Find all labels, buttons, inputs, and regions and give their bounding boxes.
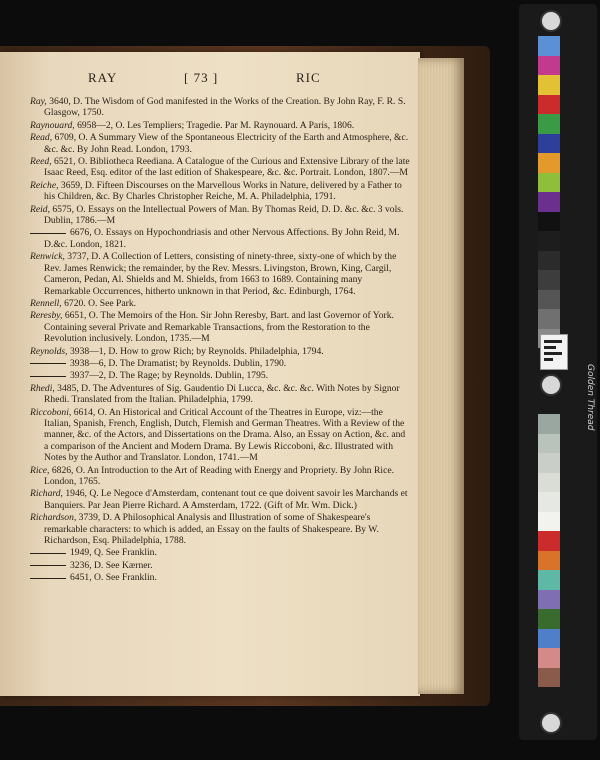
catalogue-entry — [30, 298, 410, 309]
catalogue-entry — [30, 251, 410, 297]
catalogue-entry — [30, 156, 410, 179]
running-head — [0, 70, 420, 88]
entry-text: 6451, O. See Franklin. — [70, 572, 157, 584]
running-head-left: RAY — [88, 70, 118, 85]
catalogue-entry — [30, 547, 410, 558]
entry-text: 6720. O. See Park. — [61, 297, 137, 309]
entry-text: 3737, D. A Collection of Letters, consisting of ninety-three, sixty-one of which by the Rev. James Renwick; the remainder, by the Rev. Messrs. Livingston, Brown, King, Cargil, Cameron, Pedan, Al. Shields and M. Shields, from 1663 to 1689. Containing many Remarkable Occurrences, hitherto unknown in that Period, &c. Edinburgh, 1764. — [44, 251, 397, 297]
entry-author: Richardson, — [30, 512, 77, 524]
entry-text: 6709, O. A Summary View of the Spontaneous Electricity of the Earth and Atmosphere, &c. &c. &c. By John Read. London, 1793. — [44, 132, 409, 155]
entry-author: Reynolds, — [30, 345, 68, 357]
entry-author: Ray, — [30, 96, 47, 107]
entry-author: Rennell, — [30, 297, 62, 309]
entry-author: Rhedi, — [30, 382, 55, 394]
target-logo — [540, 334, 568, 370]
entry-text: 6651, O. The Memoirs of the Hon. Sir John Reresby, Bart. and last Governor of York. Containing several Private and Remarkable Transactions, from the Restoration to the Revolution inclusively. London, 1735.—M — [44, 310, 394, 345]
entry-text: 1946, Q. Le Negoce d'Amsterdam, contenant tout ce que doivent savoir les Marchands et Banquiers. Par Jean Pierre Richard. A Amsterdam, 1722. (Gift of Mr. Wm. Dick.) — [44, 488, 408, 511]
color-swatch — [538, 570, 560, 590]
color-swatch — [538, 270, 560, 290]
entry-text: 6521, O. Bibliotheca Reediana. A Catalogue of the Curious and Extensive Library of the late Isaac Reed, Esq. editor of the last edition of Shakespeare, &c. &c. Portrait. London, 1807.—M — [44, 156, 410, 179]
catalogue-entry — [30, 132, 410, 155]
color-swatch — [538, 192, 560, 212]
catalogue-entries — [30, 96, 410, 585]
catalogue-entry — [30, 180, 410, 203]
color-swatch — [538, 414, 560, 434]
entry-author: Reid, — [30, 203, 50, 215]
entry-text: 3236, D. See Kærner. — [70, 559, 153, 571]
color-swatch — [538, 134, 560, 154]
swatch-column-top — [538, 36, 560, 348]
entry-author: Richard, — [30, 488, 63, 500]
color-swatch — [538, 75, 560, 95]
color-swatch — [538, 114, 560, 134]
color-swatch — [538, 173, 560, 193]
entry-text: 3485, D. The Adventures of Sig. Gaudentio Di Lucca, &c. &c. &c. With Notes by Signor Rhedi. Translated from the Italian. Philadelphia, 1799. — [44, 382, 400, 406]
page-number: [ 73 ] — [184, 70, 219, 85]
entry-text: 3739, D. A Philosophical Analysis and Illustration of some of Shakespeare's remarkable characters: to which is added, an Essay on the faults of Shakespeare. By W. Richardson, Esq. Philadelphia, 1788. — [44, 512, 379, 547]
color-swatch — [538, 512, 560, 532]
color-swatch — [538, 473, 560, 493]
catalogue-entry — [30, 383, 410, 406]
entry-text: 6614, O. An Historical and Critical Account of the Theatres in Europe, viz:—the Italian, Spanish, French, English, Dutch, Flemish and German Theatres. With a Review of the manner, &c. of the Actors, and Dissertations on the Drama. Also, an Essay on Action, &c. and a comparison of the Ancient and Modern Drama. By Lewis Riccoboni, &c. Illustrated with Notes by the Author and Translator. London, 1741.—M — [44, 406, 406, 464]
entry-author: Reed, — [30, 156, 52, 168]
entry-text: 1949, Q. See Franklin. — [70, 547, 157, 559]
color-swatch — [538, 609, 560, 629]
catalogue-entry — [30, 358, 410, 369]
color-swatch — [538, 231, 560, 251]
color-swatch — [538, 212, 560, 232]
color-swatch — [538, 290, 560, 310]
color-swatch — [538, 551, 560, 571]
color-swatch — [538, 309, 560, 329]
color-swatch — [538, 648, 560, 668]
page-edges — [418, 58, 464, 694]
catalogue-entry — [30, 204, 410, 227]
ditto-dash — [30, 363, 66, 364]
entry-text: 3937—2, D. The Rage; by Reynolds. Dublin, 1795. — [70, 370, 269, 382]
entry-text: 3640, D. The Wisdom of God manifested in the Works of the Creation. By John Ray, F. R. S. Glasgow, 1750. — [44, 96, 406, 119]
entry-author: Renwick, — [30, 251, 65, 263]
catalogue-entry — [30, 572, 410, 583]
color-swatch — [538, 95, 560, 115]
entry-text: 3938—6, D. The Dramatist; by Reynolds. Dublin, 1790. — [70, 357, 287, 369]
entry-author: Reiche, — [30, 179, 59, 191]
color-swatch — [538, 36, 560, 56]
entry-text: 3659, D. Fifteen Discourses on the Marvellous Works in Nature, delivered by a Father to his Children, &c. By Charles Christopher Reiche, M. A. Philadelphia, 1791. — [44, 179, 402, 203]
color-swatch — [538, 668, 560, 688]
catalogue-entry — [30, 560, 410, 571]
entry-text: 6575, O. Essays on the Intellectual Powers of Man. By Thomas Reid, D. D. &c. &c. 3 vols. Dublin, 1786.—M — [44, 203, 404, 227]
catalogue-entry — [30, 512, 410, 546]
catalogue-entry — [30, 488, 410, 511]
entry-text: 6826, O. An Introduction to the Art of Reading with Energy and Propriety. By John Rice. London, 1765. — [44, 464, 394, 487]
entry-text: 6676, O. Essays on Hypochondriasis and other Nervous Affections. By John Reid, M. D.&c. London, 1821. — [44, 227, 400, 250]
color-swatch — [538, 590, 560, 610]
catalogue-entry — [30, 310, 410, 344]
ditto-dash — [30, 553, 66, 554]
target-brand: Golden Thread — [585, 364, 595, 431]
catalogue-entry — [30, 96, 410, 119]
catalogue-entry — [30, 465, 410, 488]
running-head-right: RIC — [296, 70, 321, 85]
entry-author: Rice, — [30, 464, 50, 476]
color-swatch — [538, 251, 560, 271]
entry-author: Reresby, — [30, 310, 63, 322]
color-swatch — [538, 153, 560, 173]
color-swatch — [538, 629, 560, 649]
swatch-column-bottom — [538, 414, 560, 687]
catalogue-entry — [30, 227, 410, 250]
entry-author: Raynouard, — [30, 119, 75, 131]
ditto-dash — [30, 578, 66, 579]
entry-author: Riccoboni, — [30, 406, 72, 418]
catalogue-entry — [30, 346, 410, 357]
catalogue-entry — [30, 407, 410, 464]
entry-author: Read, — [30, 132, 53, 144]
ditto-dash — [30, 233, 66, 234]
color-swatch — [538, 492, 560, 512]
color-swatch — [538, 453, 560, 473]
catalogue-entry — [30, 370, 410, 381]
ditto-dash — [30, 376, 66, 377]
target-hole-bottom — [540, 712, 562, 734]
color-target — [519, 4, 597, 740]
color-swatch — [538, 434, 560, 454]
catalogue-entry — [30, 120, 410, 131]
ditto-dash — [30, 565, 66, 566]
entry-text: 3938—1, D. How to grow Rich; by Reynolds. Philadelphia, 1794. — [67, 345, 324, 357]
color-swatch — [538, 531, 560, 551]
target-hole-middle — [540, 374, 562, 396]
color-swatch — [538, 56, 560, 76]
target-hole-top — [540, 10, 562, 32]
entry-text: 6958—2, O. Les Templiers; Tragedie. Par M. Raynouard. A Paris, 1806. — [74, 119, 355, 131]
